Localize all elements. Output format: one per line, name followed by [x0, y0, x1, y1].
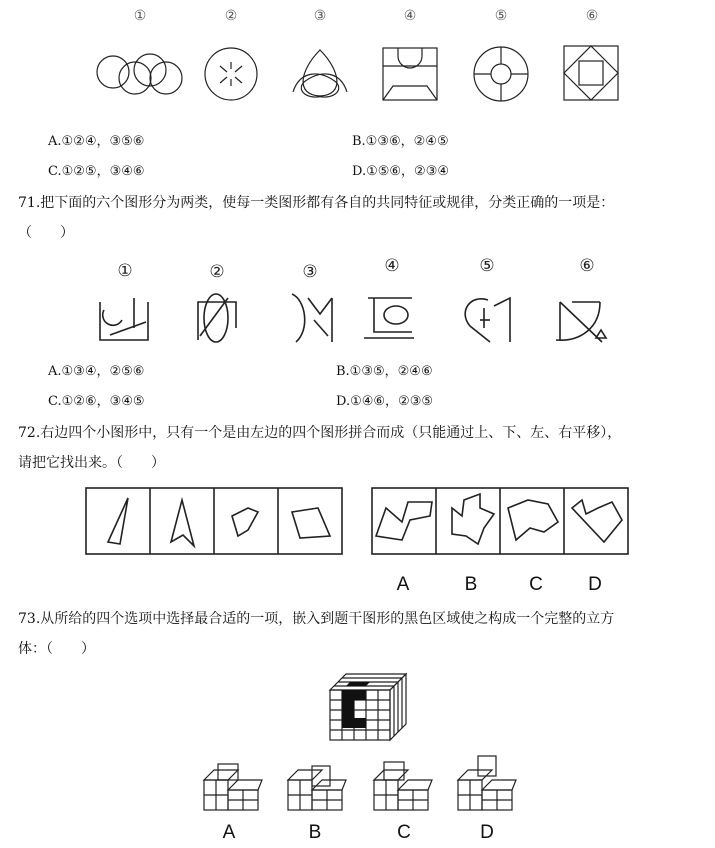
q71-figures — [0, 280, 715, 350]
q73-answer-b[interactable]: B — [308, 822, 322, 843]
q71-option-b[interactable]: B.①③⑤，②④⑥ — [336, 364, 433, 379]
q73-answer-d[interactable]: D — [480, 822, 494, 843]
q71-fig6 — [556, 302, 606, 342]
q71-label-4: ④ — [384, 256, 400, 276]
q71-label-5: ⑤ — [479, 256, 495, 276]
q70-fig5-target — [474, 47, 528, 101]
q72-figures — [0, 480, 715, 570]
q73-question-line1: 73.从所给的四个选项中选择最合适的一项，嵌入到题干图形的黑色区域使之构成一个完整的立方 — [18, 611, 615, 627]
q72-option-c-shape — [508, 500, 558, 540]
q71-label-3: ③ — [302, 262, 318, 282]
q72-question-line1: 72.右边四个小图形中，只有一个是由左边的四个图形拼合而成（只能通过上、下、左、右平移）， — [18, 425, 622, 441]
q70-label-1: ① — [133, 8, 147, 24]
q73-answer-a[interactable]: A — [222, 822, 236, 843]
q71-question-line1: 71.把下面的六个图形分为两类，使每一类图形都有各自的共同特征或规律，分类正确的一项是： — [18, 195, 615, 211]
q73-figures — [0, 660, 715, 830]
q72-option-a-shape — [376, 502, 432, 540]
q72-answer-a[interactable]: A — [396, 574, 410, 595]
q71-option-a[interactable]: A.①③④，②⑤⑥ — [48, 364, 145, 379]
q73-main-cube — [330, 674, 406, 740]
q72-option-d-shape — [572, 500, 622, 542]
q70-fig4-court — [383, 48, 437, 100]
q72-left-strip — [86, 488, 342, 554]
q71-label-6: ⑥ — [579, 256, 595, 276]
q72-piece-4 — [292, 508, 330, 538]
q73-black-region — [342, 690, 366, 728]
q70-label-2: ② — [224, 8, 238, 24]
q72-question-line2: 请把它找出来。（ ） — [18, 455, 165, 471]
q73-answer-c[interactable]: C — [397, 822, 411, 843]
q70-option-b[interactable]: B.①③⑥，②④⑤ — [352, 134, 449, 149]
q73-option-a-shape — [204, 764, 262, 810]
q72-right-strip — [372, 488, 628, 554]
q70-fig2-circle-star — [205, 48, 257, 100]
q73-option-b-shape — [288, 766, 346, 810]
q72-answer-c[interactable]: C — [529, 574, 543, 595]
q73-option-d-shape — [458, 756, 516, 810]
q73-option-c-shape — [374, 762, 432, 810]
q70-option-c[interactable]: C.①②⑤，③④⑥ — [48, 164, 145, 179]
q72-option-b-shape — [452, 494, 494, 544]
q73-question-line2: 体：（ ） — [18, 641, 95, 657]
q72-piece-2 — [171, 500, 194, 546]
q71-question-line2: （ ） — [18, 225, 74, 241]
q71-label-2: ② — [209, 262, 225, 282]
q72-piece-3 — [232, 508, 258, 536]
q70-label-5: ⑤ — [494, 8, 508, 24]
q71-label-1: ① — [117, 261, 133, 281]
q72-answer-d[interactable]: D — [588, 574, 602, 595]
q71-fig2 — [198, 294, 236, 342]
q71-option-d[interactable]: D.①④⑥，②③⑤ — [336, 394, 434, 409]
q72-answer-b[interactable]: B — [464, 574, 478, 595]
q71-option-c[interactable]: C.①②⑥，③④⑤ — [48, 394, 145, 409]
q70-figures — [0, 0, 715, 130]
q70-fig3-triquetra — [293, 50, 347, 97]
q70-fig6-nested-squares — [564, 46, 618, 100]
q72-piece-1 — [108, 498, 128, 544]
q71-fig3 — [292, 294, 332, 342]
q71-fig1 — [100, 298, 148, 340]
q70-label-6: ⑥ — [585, 8, 599, 24]
q70-label-3: ③ — [313, 8, 327, 24]
q70-option-d[interactable]: D.①⑤⑥，②③④ — [352, 164, 450, 179]
q70-label-4: ④ — [403, 8, 417, 24]
q71-fig4 — [364, 298, 414, 338]
q70-fig1-rings — [97, 54, 182, 94]
q71-fig5 — [465, 298, 510, 342]
q70-option-a[interactable]: A.①②④，③⑤⑥ — [48, 134, 145, 149]
